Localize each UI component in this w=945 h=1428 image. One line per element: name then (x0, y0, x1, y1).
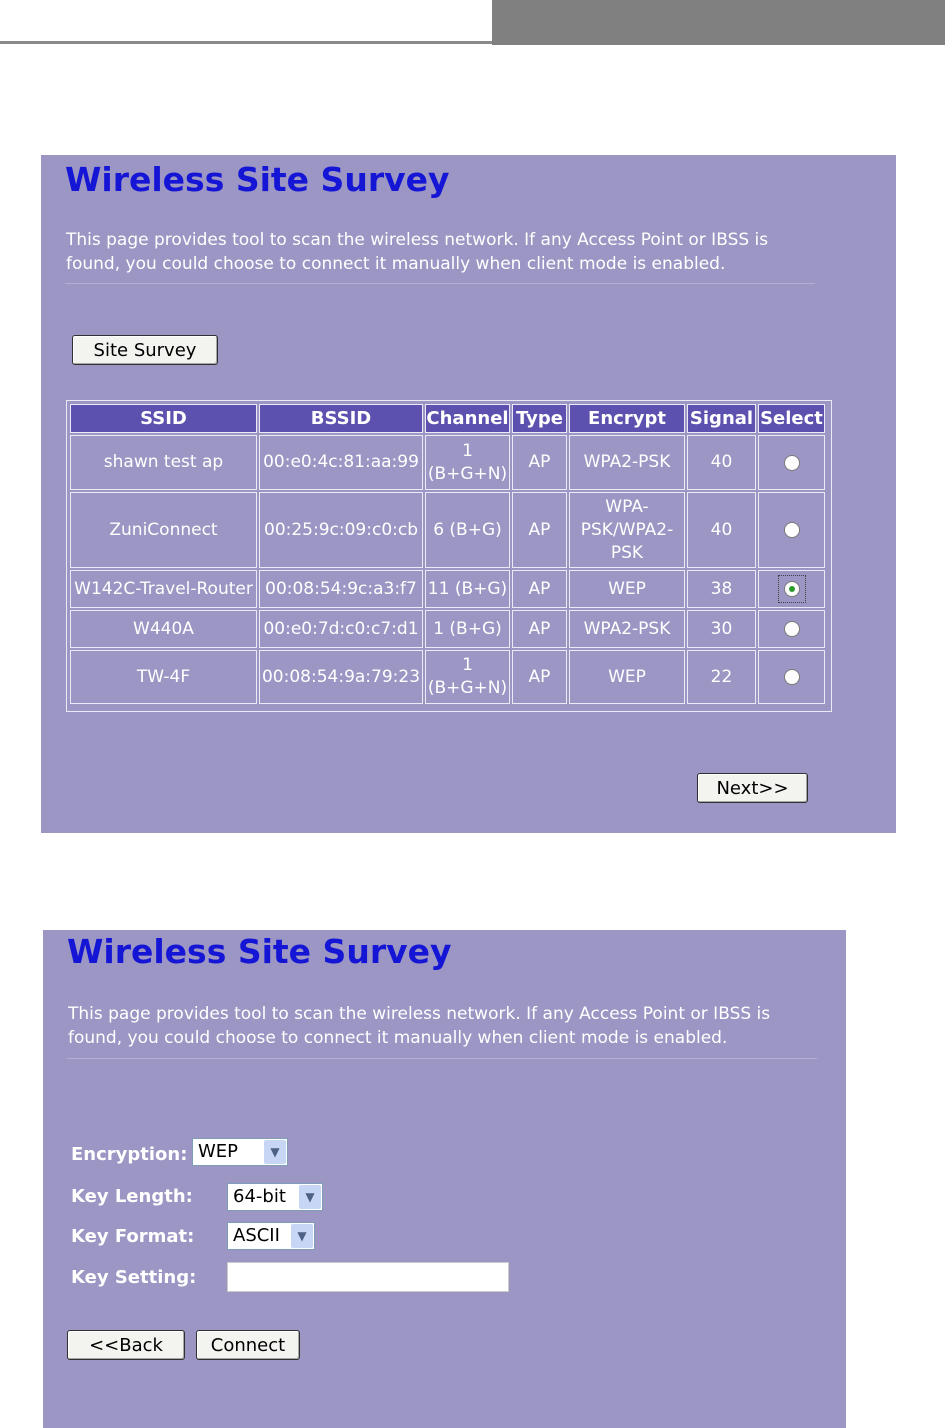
cell-channel: 1 (B+G) (425, 610, 510, 648)
column-header-ssid: SSID (70, 404, 257, 433)
cell-bssid: 00:08:54:9c:a3:f7 (259, 570, 423, 608)
cell-channel: 1 (B+G+N) (425, 435, 510, 490)
cell-type: AP (512, 570, 567, 608)
cell-bssid: 00:08:54:9a:79:23 (259, 650, 423, 704)
select-radio[interactable] (784, 455, 800, 471)
cell-signal: 22 (687, 650, 756, 704)
key-length-select[interactable] (227, 1183, 323, 1211)
column-header-type: Type (512, 404, 567, 433)
page-description: This page provides tool to scan the wireless network. If any Access Point or IBSS is found, you could choose to connect it manually when client mode is enabled. (68, 1004, 771, 1048)
column-header-encrypt: Encrypt (569, 404, 685, 433)
cell-type: AP (512, 435, 567, 490)
cell-select (758, 435, 825, 490)
select-radio-wrapper (784, 621, 800, 637)
cell-channel: 1 (B+G+N) (425, 650, 510, 704)
cell-encrypt: WEP (569, 650, 685, 704)
select-radio[interactable] (784, 669, 800, 685)
column-header-select: Select (758, 404, 825, 433)
cell-type: AP (512, 650, 567, 704)
divider (65, 283, 815, 284)
next-button[interactable]: Next>> (697, 773, 808, 803)
select-radio[interactable] (784, 581, 800, 597)
cell-ssid: shawn test ap (70, 435, 257, 490)
cell-encrypt: WPA2-PSK (569, 610, 685, 648)
cell-bssid: 00:e0:7d:c0:c7:d1 (259, 610, 423, 648)
cell-select (758, 610, 825, 648)
header-banner (492, 0, 945, 45)
cell-channel: 11 (B+G) (425, 570, 510, 608)
site-survey-panel (41, 155, 896, 833)
chevron-down-icon: ▼ (291, 1224, 313, 1248)
select-radio-wrapper (784, 669, 800, 685)
key-setting-input[interactable] (227, 1262, 509, 1292)
survey-table (66, 400, 832, 712)
cell-encrypt: WPA2-PSK (569, 435, 685, 490)
cell-type: AP (512, 610, 567, 648)
page-title: Wireless Site Survey (67, 932, 452, 971)
encryption-label: Encryption: (71, 1144, 188, 1165)
page-title: Wireless Site Survey (65, 160, 450, 199)
header-rule (0, 41, 492, 44)
cell-signal: 30 (687, 610, 756, 648)
column-header-channel: Channel (425, 404, 510, 433)
connect-panel (43, 930, 846, 1428)
cell-bssid: 00:25:9c:09:c0:cb (259, 492, 423, 568)
cell-select (758, 570, 825, 608)
select-radio-wrapper (784, 455, 800, 471)
cell-encrypt: WPA- PSK/WPA2- PSK (569, 492, 685, 568)
cell-bssid: 00:e0:4c:81:aa:99 (259, 435, 423, 490)
cell-ssid: W142C-Travel-Router (70, 570, 257, 608)
key-format-select[interactable] (227, 1222, 315, 1250)
cell-type: AP (512, 492, 567, 568)
back-button[interactable]: <<Back (67, 1330, 185, 1360)
select-radio[interactable] (784, 621, 800, 637)
cell-select (758, 492, 825, 568)
select-radio[interactable] (784, 522, 800, 538)
cell-ssid: ZuniConnect (70, 492, 257, 568)
cell-signal: 40 (687, 435, 756, 490)
divider (67, 1058, 817, 1059)
site-survey-button[interactable]: Site Survey (72, 335, 218, 365)
chevron-down-icon: ▼ (299, 1185, 321, 1209)
select-radio-wrapper (784, 522, 800, 538)
key-length-value: 64-bit (233, 1186, 286, 1207)
key-setting-label: Key Setting: (71, 1267, 197, 1288)
cell-signal: 40 (687, 492, 756, 568)
cell-encrypt: WEP (569, 570, 685, 608)
connect-button[interactable]: Connect (196, 1330, 300, 1360)
cell-ssid: TW-4F (70, 650, 257, 704)
select-radio-wrapper (778, 575, 806, 603)
encryption-value: WEP (198, 1141, 239, 1162)
cell-channel: 6 (B+G) (425, 492, 510, 568)
key-length-label: Key Length: (71, 1186, 193, 1207)
page-description: This page provides tool to scan the wireless network. If any Access Point or IBSS is found, you could choose to connect it manually when client mode is enabled. (66, 230, 769, 274)
encryption-select[interactable] (192, 1138, 288, 1166)
chevron-down-icon: ▼ (264, 1140, 286, 1164)
key-format-label: Key Format: (71, 1226, 195, 1247)
column-header-bssid: BSSID (259, 404, 423, 433)
cell-signal: 38 (687, 570, 756, 608)
cell-ssid: W440A (70, 610, 257, 648)
cell-select (758, 650, 825, 704)
column-header-signal: Signal (687, 404, 756, 433)
key-format-value: ASCII (233, 1225, 280, 1246)
